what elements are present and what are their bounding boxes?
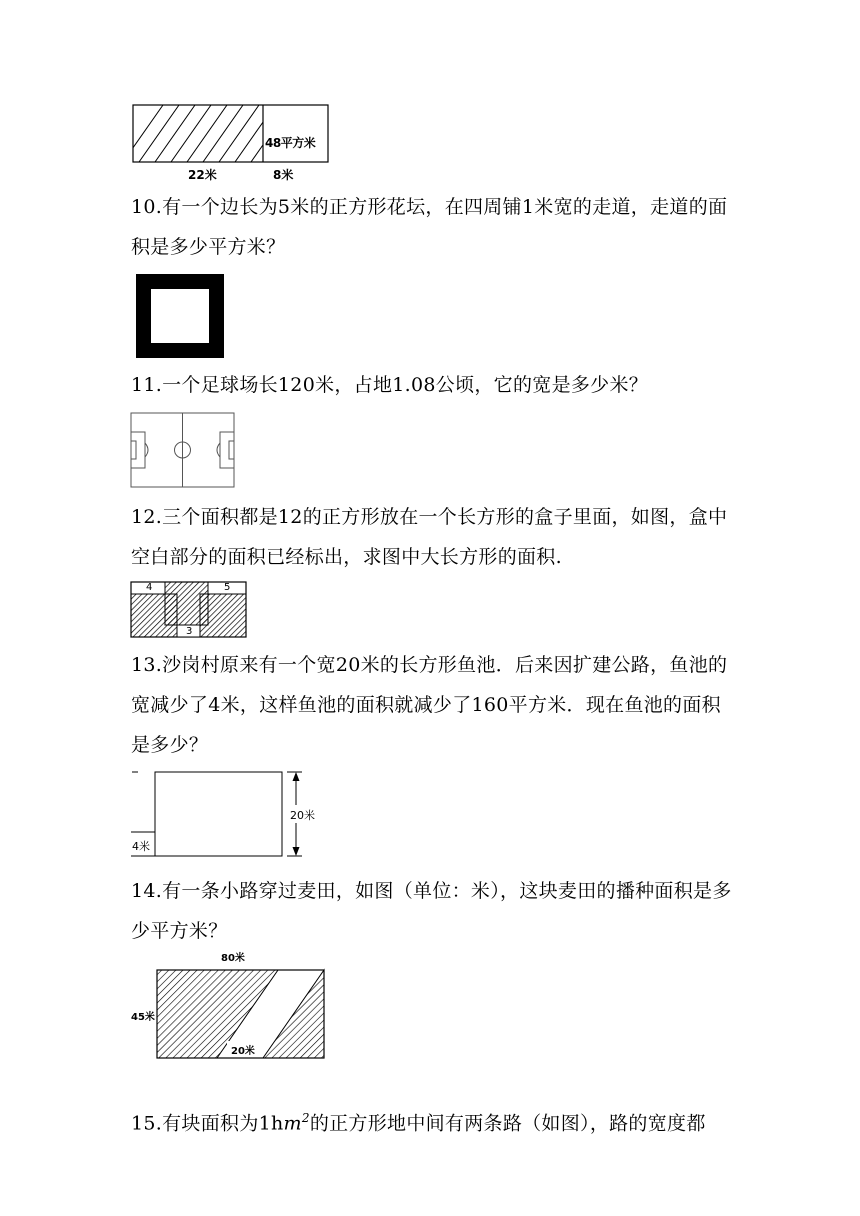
figure-9-area-label: 48平方米 [265,136,316,150]
question-15-unit-m: m [283,1112,302,1135]
question-15-text [131,1098,736,1143]
figure-9-right-width-label: 8米 [273,168,294,182]
question-14-text: 14.有一条小路穿过麦田，如图（单位：米），这块麦田的播种面积是多少平方米？ [131,880,732,942]
question-15-unit-exponent: 2 [301,1111,310,1125]
question-10-text: 10.有一个边长为5米的正方形花坛，在四周铺1米宽的走道，走道的面积是多少平方米？ [131,196,728,258]
figure-12-right-blank-label: 5 [224,582,231,593]
figure-13-height-label: 20米 [290,809,315,822]
figure-12-left-blank-label: 4 [146,582,153,593]
question-12-text: 12.三个面积都是12的正方形放在一个长方形的盒子里面，如图，盒中空白部分的面积已经标出，求图中大长方形的面积. [131,506,728,568]
figure-14-top-label: 80米 [221,953,245,964]
figure-9-left-width-label: 22米 [188,168,217,182]
question-13-text: 13.沙岗村原来有一个宽20米的长方形鱼池．后来因扩建公路，鱼池的宽减少了4米，这样鱼池的面积就减少了160平方米．现在鱼池的面积是多少？ [131,654,728,756]
figure-12-bottom-blank-label: 3 [186,626,193,637]
question-11-text: 11.一个足球场长120米，占地1.08公顷，它的宽是多少米？ [131,374,649,396]
figure-13-reduced-label: 4米 [132,840,150,853]
figure-14-left-label: 45米 [131,1012,155,1023]
question-15-text-after: 的正方形地中间有两条路（如图），路的宽度都 [309,1112,706,1135]
figure-14-road-label: 20米 [231,1046,255,1057]
question-15-text-before: 15.有块面积为1h [131,1112,284,1135]
